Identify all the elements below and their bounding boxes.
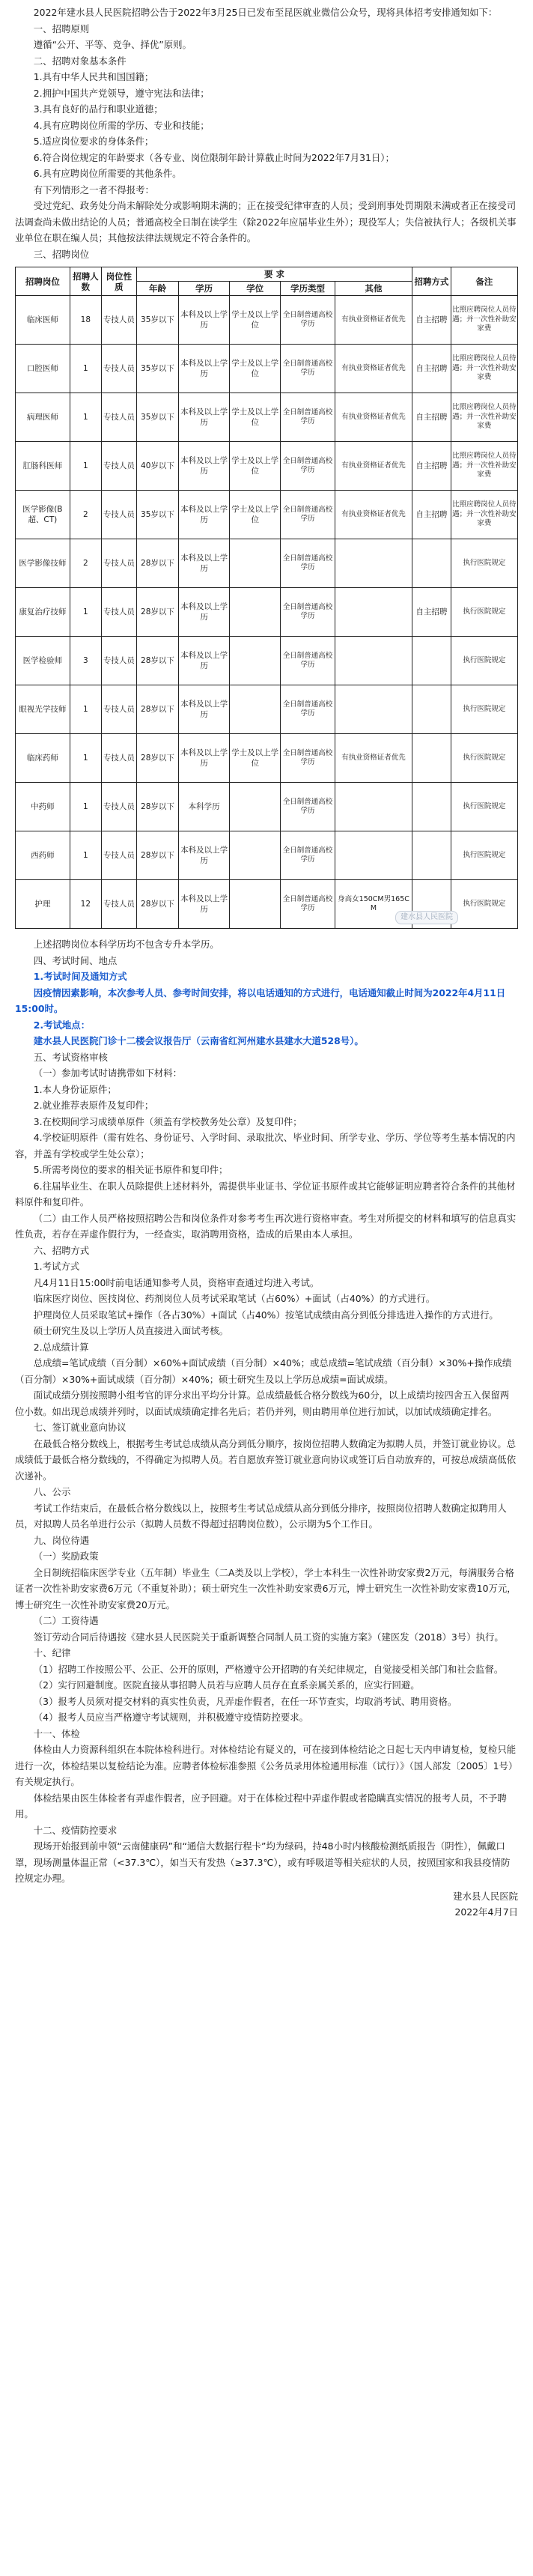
cell-remark: 比照应聘岗位人员待遇；并一次性补助安家费 [451,442,517,491]
exam-method-text: 凡4月11日15:00时前电话通知参考人员，资格审查通过均进入考试。 [33,1276,320,1288]
cell-other: 身高女150CM男165CM [335,880,412,929]
cell-method [412,734,451,783]
cell-other: 有执业资格证者优先 [335,491,412,539]
recruitment-table [15,267,518,929]
cell-form: 全日制普通高校学历 [281,685,335,734]
cell-nature: 专技人员 [101,442,136,491]
cell-other [335,831,412,880]
cell-edu: 本科及以上学历 [179,345,230,393]
cell-method: 自主招聘 [412,442,451,491]
section-11-heading: 十一、体检 [33,1727,80,1739]
table-row [16,539,518,588]
section-2-heading: 二、招聘对象基本条件 [33,55,127,67]
section-3-heading: 三、招聘岗位 [33,248,90,260]
agreement-text: 在最低合格分数线上，根据考生考试总成绩从高分到低分顺序，按岗位招聘人数确定为拟聘人员，并签订就业协议。总成绩低于最低合格分数线的，不得确定为拟聘人员。若自愿放弃签订就业意向协议或签订后自动放弃的，可按总成绩高低依次递补。 [15,1437,517,1482]
table-row [16,734,518,783]
cell-remark: 比照应聘岗位人员待遇；并一次性补助安家费 [451,345,517,393]
cell-age: 35岁以下 [136,345,178,393]
cell-nature: 专技人员 [101,783,136,831]
cell-count: 1 [70,783,101,831]
exclusion-text: 受过党纪、政务处分尚未解除处分或影响期未满的；正在接受纪律审查的人员；受到刑事处罚期限未满或者正在接受司法调查尚未做出结论的人员；普通高校全日制在读学生（除2022年应届毕业生外）；现役军人；失信被执行人；各级机关事业单位在职在编人员；其他按法律法规规定不符合条件的。 [15,200,517,243]
condition-item: 3.具有良好的品行和职业道德； [33,103,163,115]
cell-edu: 本科及以上学历 [179,685,230,734]
cell-method: 自主招聘 [412,491,451,539]
cell-degree: 学士及以上学位 [230,345,281,393]
cell-other: 有执业资格证者优先 [335,734,412,783]
table-row [16,783,518,831]
score-rules: 面试成绩分别按照聘小组考官的评分求出平均分计算。总成绩最低合格分数线为60分，以上成绩均按四舍五入保留两位小数。如出现总成绩并列时，以面试成绩确定排名先后；若仍并列，则由聘用单位进行加试，以加试成绩确定排名。 [15,1389,510,1417]
section-6-heading: 六、招聘方式 [33,1244,90,1256]
cell-nature: 专技人员 [101,734,136,783]
medical-text: 体检由人力资源科组织在本院体检科进行。对体检结论有疑义的，可在接到体检结论之日起七天内申请复检，复检只能进行一次，体检结果以复检结论为准。应聘者体检标准参照《公务员录用体检通用标准（试行）》（国人部发〔2005〕1号）有关规定执行。 [15,1744,518,1787]
medical-rules: 体检结果由医生体检者有弄虚作假者，应予回避。对于在体检过程中弄虚作假或者隐瞒真实情况的报考人员，不予聘用。 [15,1792,507,1819]
cell-count: 1 [70,588,101,637]
cell-degree: 学士及以上学位 [230,296,281,345]
cell-method [412,831,451,880]
section-10-heading: 十、纪律 [33,1647,71,1658]
section-5-heading: 五、考试资格审核 [33,1051,108,1063]
condition-item: 6.符合岗位规定的年龄要求（各专业、岗位限制年龄计算截止时间为2022年7月31日）； [33,151,395,163]
cell-other [335,637,412,685]
table-note: 上述招聘岗位本科学历均不包含专升本学历。 [33,939,219,950]
table-row [16,831,518,880]
header-requirements: 要 求 [136,267,412,282]
exam-time-text: 因疫情因素影响，本次参考人员、参考时间安排，将以电话通知的方式进行，电话通知截止时间为2022年4月11日15:00时。 [15,987,506,1014]
cell-remark: 执行医院规定 [451,637,517,685]
cell-method [412,539,451,588]
cell-nature: 专技人员 [101,393,136,442]
discipline-item: （2）实行回避制度。医院直接从事招聘人员若与应聘人员存在直系亲属关系的，应实行回避。 [33,1679,420,1691]
table-row [16,491,518,539]
salary-heading: （二）工资待遇 [33,1615,99,1626]
cell-degree [230,637,281,685]
cell-post: 护理 [16,880,70,929]
material-item: 3.在校期间学习成绩单原件（须盖有学校教务处公章）及复印件； [33,1115,302,1127]
table-row [16,588,518,637]
header-form: 学历类型 [281,282,335,296]
salary-text: 签订劳动合同后待遇按《建水县人民医院关于重新调整合同制人员工资的实施方案》（建医发（2018）3号）执行。 [33,1631,504,1643]
cell-age: 40岁以下 [136,442,178,491]
cell-count: 12 [70,880,101,929]
cell-age: 28岁以下 [136,685,178,734]
material-item: 6.往届毕业生、在职人员除提供上述材料外，需提供毕业证书、学位证书原件或其它能够证明应聘者符合条件的其他材料原件和复印件。 [15,1180,516,1207]
cell-age: 28岁以下 [136,831,178,880]
cell-age: 28岁以下 [136,588,178,637]
cell-method: 自主招聘 [412,393,451,442]
cell-degree: 学士及以上学位 [230,442,281,491]
cell-degree [230,588,281,637]
cell-other [335,588,412,637]
cell-nature: 专技人员 [101,345,136,393]
cell-remark: 比照应聘岗位人员待遇；并一次性补助安家费 [451,393,517,442]
cell-edu: 本科及以上学历 [179,393,230,442]
cell-form: 全日制普通高校学历 [281,539,335,588]
cell-edu: 本科及以上学历 [179,491,230,539]
material-item: 1.本人身份证原件； [33,1083,117,1095]
table-row [16,880,518,929]
signature-date: 2022年4月7日 [454,1906,518,1918]
cell-remark: 执行医院规定 [451,783,517,831]
cell-form: 全日制普通高校学历 [281,393,335,442]
article [15,4,518,1921]
section-9-heading: 九、岗位待遇 [33,1534,90,1546]
cell-form: 全日制普通高校学历 [281,345,335,393]
cell-age: 28岁以下 [136,539,178,588]
cell-form: 全日制普通高校学历 [281,637,335,685]
cell-age: 35岁以下 [136,296,178,345]
cell-post: 口腔医师 [16,345,70,393]
cell-post: 医学检验师 [16,637,70,685]
cell-edu: 本科及以上学历 [179,588,230,637]
watermark-label: 建水县人民医院 [395,911,458,924]
cell-remark: 执行医院规定 [451,685,517,734]
cell-degree [230,539,281,588]
cell-degree [230,685,281,734]
cell-nature: 专技人员 [101,539,136,588]
epidemic-text: 现场开始报到前申领“云南健康码”和“通信大数据行程卡”均为绿码，持48小时内核酸检测纸质报告（阴性），佩戴口罩，现场测量体温正常（<37.3℃），如当天有发热（≥37.3℃），或有呼吸道等相关症状的人员，按照国家和我县疫情防控规定办理。 [15,1840,511,1884]
cell-post: 医学影像(B超、CT) [16,491,70,539]
section-12-heading: 十二、疫情防控要求 [33,1824,118,1836]
exam-time-heading: 1.考试时间及通知方式 [33,971,127,982]
section-1-text: 遵循“公开、平等、竞争、择优”原则。 [33,39,192,50]
cell-nature: 专技人员 [101,880,136,929]
cell-post: 临床医师 [16,296,70,345]
cell-edu: 本科及以上学历 [179,880,230,929]
material-item: 2.就业推荐表原件及复印件； [33,1100,154,1111]
cell-form: 全日制普通高校学历 [281,491,335,539]
score-formula: 总成绩=笔试成绩（百分制）×60%+面试成绩（百分制）×40%；或总成绩=笔试成绩（百分制）×30%+操作成绩（百分制）×30%+面试成绩（百分制）×40%；硕士研究生及以上学历总成绩=面试成绩。 [15,1357,512,1385]
header-count: 招聘人数 [70,267,101,296]
signature-org: 建水县人民医院 [453,1890,518,1902]
cell-form: 全日制普通高校学历 [281,734,335,783]
cell-count: 2 [70,491,101,539]
cell-method [412,783,451,831]
cell-count: 1 [70,734,101,783]
table-row [16,345,518,393]
cell-remark: 执行医院规定 [451,539,517,588]
header-age: 年龄 [136,282,178,296]
cell-other [335,783,412,831]
cell-edu: 本科学历 [179,783,230,831]
cell-edu: 本科及以上学历 [179,831,230,880]
table-row [16,637,518,685]
cell-edu: 本科及以上学历 [179,296,230,345]
cell-degree: 学士及以上学位 [230,393,281,442]
cell-form: 全日制普通高校学历 [281,296,335,345]
cell-method: 自主招聘 [412,345,451,393]
cell-remark: 执行医院规定 [451,734,517,783]
cell-form: 全日制普通高校学历 [281,442,335,491]
exam-place-heading: 2.考试地点： [33,1019,91,1031]
review-text: （二）由工作人员严格按照招聘公告和岗位条件对参考考生再次进行资格审查。考生对所提交的材料和填写的信息真实性负责，若存在弄虚作假行为，一经查实，取消聘用资格，造成的后果由本人承担。 [15,1212,517,1240]
cell-degree [230,880,281,929]
cell-remark: 执行医院规定 [451,831,517,880]
score-heading: 2.总成绩计算 [33,1341,89,1353]
cell-age: 35岁以下 [136,491,178,539]
cell-count: 1 [70,393,101,442]
material-item: 4.学校证明原件（需有姓名、身份证号、入学时间、录取批次、毕业时间、所学专业、学历、学位等考生基本情况的内容，并盖有学校或学生处公章）； [15,1132,516,1160]
section-1-heading: 一、招聘原则 [33,22,90,34]
cell-count: 1 [70,831,101,880]
cell-degree [230,783,281,831]
cell-other: 有执业资格证者优先 [335,442,412,491]
cell-post: 眼视光学技师 [16,685,70,734]
cell-count: 3 [70,637,101,685]
cell-age: 28岁以下 [136,880,178,929]
cell-age: 28岁以下 [136,637,178,685]
cell-remark: 比照应聘岗位人员待遇；并一次性补助安家费 [451,296,517,345]
exam-method-nursing: 护理岗位人员采取笔试+操作（各占30%）+面试（占40%）按笔试成绩由高分到低分排选进入操作的方式进行。 [33,1309,499,1321]
section-8-heading: 八、公示 [33,1486,71,1497]
reward-heading: （一）奖励政策 [33,1551,99,1562]
exam-method-heading: 1.考试方式 [33,1261,80,1272]
header-other: 其他 [335,282,412,296]
cell-post: 西药师 [16,831,70,880]
cell-post: 病理医师 [16,393,70,442]
cell-post: 医学影像技师 [16,539,70,588]
cell-edu: 本科及以上学历 [179,637,230,685]
condition-item: 4.具有应聘岗位所需的学历、专业和技能； [33,119,210,131]
publicity-text: 考试工作结束后，在最低合格分数线以上，按照考生考试总成绩从高分到低分排序，按照岗位招聘人数确定拟聘用人员，对拟聘人员名单进行公示（拟聘人员数不得超过招聘岗位数），公示期为5个工作日。 [15,1502,507,1530]
cell-nature: 专技人员 [101,491,136,539]
discipline-item: （1）招聘工作按照公平、公正、公开的原则，严格遵守公开招聘的有关纪律规定，自觉接受相关部门和社会监督。 [33,1663,504,1675]
exclusion-heading: 有下列情形之一者不得报考： [33,184,154,196]
header-remark: 备注 [451,267,517,296]
cell-post: 康复治疗技师 [16,588,70,637]
cell-method: 自主招聘 [412,588,451,637]
cell-degree: 学士及以上学位 [230,491,281,539]
cell-form: 全日制普通高校学历 [281,831,335,880]
cell-age: 28岁以下 [136,783,178,831]
cell-edu: 本科及以上学历 [179,539,230,588]
cell-nature: 专技人员 [101,685,136,734]
cell-remark: 执行医院规定 [451,880,517,929]
cell-degree [230,831,281,880]
table-row [16,296,518,345]
header-post: 招聘岗位 [16,267,70,296]
header-degree: 学位 [230,282,281,296]
cell-remark: 比照应聘岗位人员待遇；并一次性补助安家费 [451,491,517,539]
cell-nature: 专技人员 [101,637,136,685]
discipline-item: （3）报考人员须对提交材料的真实性负责，凡弄虚作假者，在任一环节查实，均取消考试、聘用资格。 [33,1695,457,1707]
cell-method: 自主招聘 [412,296,451,345]
cell-count: 2 [70,539,101,588]
header-edu: 学历 [179,282,230,296]
cell-other [335,685,412,734]
cell-post: 临床药师 [16,734,70,783]
cell-count: 1 [70,345,101,393]
reward-text: 全日制统招临床医学专业（五年制）毕业生（二A类及以上学校），学士本科生一次性补助安家费2万元，每满服务合格证者一次性补助安家费6万元（不重复补助）；硕士研究生一次性补助安家费6万元，博士研究生一次性补助安家费10万元，博士研究生一次性补助安家费20万元。 [15,1566,517,1610]
intro-paragraph: 2022年建水县人民医院招聘公告于2022年3月25日已发布至昆医就业微信公众号，现将具体招考安排通知如下： [33,7,498,18]
section-4-heading: 四、考试时间、地点 [33,954,118,966]
cell-method [412,880,451,929]
cell-edu: 本科及以上学历 [179,442,230,491]
cell-method [412,637,451,685]
cell-nature: 专技人员 [101,831,136,880]
cell-method [412,685,451,734]
cell-count: 1 [70,442,101,491]
cell-count: 18 [70,296,101,345]
condition-item: 1.具有中华人民共和国国籍； [33,71,154,82]
discipline-item: （4）报考人员应当严格遵守考试规则，并积极遵守疫情防控要求。 [33,1712,309,1723]
exam-place-text: 建水县人民医院门诊十二楼会议报告厅（云南省红河州建水县建水大道528号）。 [33,1035,364,1046]
exam-method-clinical: 临床医疗岗位、医技岗位、药剂岗位人员考试采取笔试（占60%）+面试（占40%）的方式进行。 [33,1293,436,1304]
cell-other [335,539,412,588]
cell-edu: 本科及以上学历 [179,734,230,783]
cell-age: 35岁以下 [136,393,178,442]
condition-item: 5.适应岗位要求的身体条件； [33,136,154,147]
cell-form: 全日制普通高校学历 [281,588,335,637]
cell-remark: 执行医院规定 [451,588,517,637]
header-method: 招聘方式 [412,267,451,296]
cell-form: 全日制普通高校学历 [281,783,335,831]
condition-item: 2.拥护中国共产党领导，遵守宪法和法律； [33,87,210,99]
cell-other: 有执业资格证者优先 [335,296,412,345]
cell-count: 1 [70,685,101,734]
cell-other: 有执业资格证者优先 [335,345,412,393]
recruitment-table-wrap [15,267,518,929]
section-7-heading: 七、签订就业意向协议 [33,1422,127,1433]
table-body [16,296,518,929]
cell-nature: 专技人员 [101,296,136,345]
materials-heading: （一）参加考试时请携带如下材料： [33,1067,183,1079]
header-nature: 岗位性质 [101,267,136,296]
cell-post: 肛肠科医师 [16,442,70,491]
material-item: 5.所需考岗位的要求的相关证书原件和复印件； [33,1164,228,1175]
cell-post: 中药师 [16,783,70,831]
condition-item: 6.具有应聘岗位所需要的其他条件。 [33,168,182,179]
table-row [16,393,518,442]
cell-form: 全日制普通高校学历 [281,880,335,929]
exam-method-graduate: 硕士研究生及以上学历人员直接进入面试考核。 [33,1325,228,1336]
cell-nature: 专技人员 [101,588,136,637]
cell-other: 有执业资格证者优先 [335,393,412,442]
cell-age: 28岁以下 [136,734,178,783]
table-row [16,442,518,491]
table-row [16,685,518,734]
cell-degree: 学士及以上学位 [230,734,281,783]
